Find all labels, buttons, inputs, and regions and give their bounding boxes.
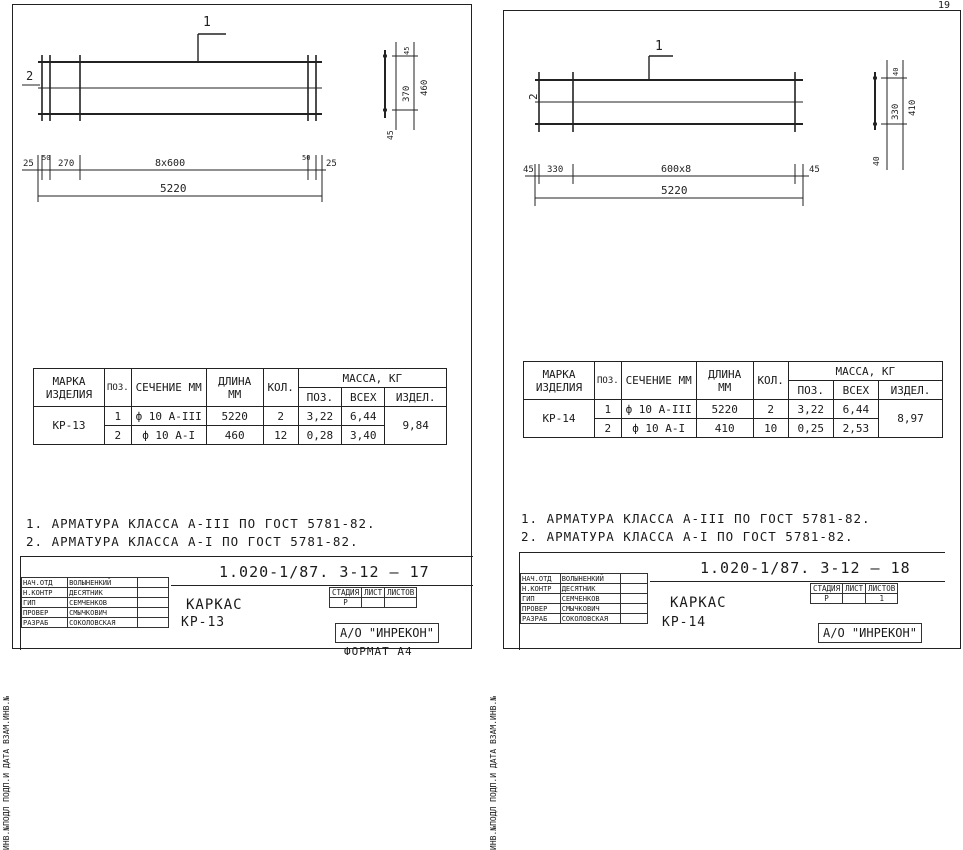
- svg-text:40: 40: [892, 67, 900, 76]
- title-block: [20, 556, 473, 650]
- total-length-label: 5220: [160, 182, 187, 195]
- drawing-title: КАРКАС: [186, 597, 243, 613]
- rebar-position-label: 2: [527, 93, 540, 100]
- side-stamp: ИНВ.№ПОДЛ ПОДП.И ДАТА ВЗАМ.ИНВ.№: [489, 695, 498, 850]
- product-mark: КР-13: [181, 615, 226, 630]
- svg-text:50: 50: [302, 154, 311, 162]
- organization-name: А/О "ИНРЕКОН": [335, 623, 439, 643]
- table-row: 2 ф 10 А-I 460 12 0,28 3,40: [34, 426, 447, 445]
- rebar-position-label: 2: [26, 69, 34, 83]
- svg-text:45: 45: [523, 165, 534, 175]
- signature-table: НАЧ.ОТД ВОЛЫНЕНКИЙ Н.КОНТР ДЕСЯТНИК ГИП СЕМЧЕНКОВ ПРОВЕР СМЫЧКОВИЧ РАЗРАБ СОКОЛОВСКАЯ: [520, 573, 648, 624]
- rebar-spec-table: МАРКА ИЗДЕЛИЯ ПОЗ. СЕЧЕНИЕ ММ ДЛИНА ММ КОЛ. МАССА, КГ ПОЗ. ВСЕХ ИЗДЕЛ. КР-14 1 ф 10 А-III 5220 2 3,22 6,44 8,97 2 ф 10 А-I 410 10 0,25 2,53: [523, 361, 943, 438]
- svg-text:460: 460: [420, 79, 430, 96]
- side-stamp: ИНВ.№ПОДЛ ПОДП.И ДАТА ВЗАМ.ИНВ.№: [2, 695, 11, 850]
- svg-text:50: 50: [42, 154, 51, 162]
- svg-text:370: 370: [402, 85, 412, 102]
- dimension-chain: [22, 154, 337, 202]
- section-marker: [198, 15, 226, 62]
- cage-elevation-drawing: [483, 0, 963, 360]
- svg-text:45: 45: [809, 165, 820, 175]
- organization-name: А/О "ИНРЕКОН": [818, 623, 922, 643]
- general-notes: 1. АРМАТУРА КЛАССА А-III ПО ГОСТ 5781-82. 2. АРМАТУРА КЛАССА А-I ПО ГОСТ 5781-82.: [26, 516, 376, 549]
- title-block: [519, 552, 945, 650]
- cross-section-view: [383, 42, 430, 140]
- format-label: ФОРМАТ А4: [344, 645, 413, 658]
- dimension-chain: [523, 164, 820, 206]
- drawing-sheet-kr13: [0, 0, 480, 850]
- section-marker: [649, 39, 673, 80]
- cage-elevation-drawing: [0, 0, 480, 360]
- svg-text:330: 330: [891, 103, 901, 120]
- svg-text:330: 330: [547, 165, 564, 175]
- svg-text:410: 410: [908, 99, 918, 116]
- svg-text:45: 45: [386, 130, 395, 140]
- drawing-sheet-kr14: [483, 0, 963, 850]
- table-row: КР-14 1 ф 10 А-III 5220 2 3,22 6,44 8,97: [524, 400, 943, 419]
- general-notes: 1. АРМАТУРА КЛАССА А-III ПО ГОСТ 5781-82. 2. АРМАТУРА КЛАССА А-I ПО ГОСТ 5781-82.: [521, 511, 871, 544]
- signature-table: НАЧ.ОТД ВОЛЫНЕНКИЙ Н.КОНТР ДЕСЯТНИК ГИП СЕМЧЕНКОВ ПРОВЕР СМЫЧКОВИЧ РАЗРАБ СОКОЛОВСКАЯ: [21, 577, 169, 628]
- table-row: 2 ф 10 А-I 410 10 0,25 2,53: [524, 419, 943, 438]
- svg-text:270: 270: [58, 159, 75, 169]
- section-mark-label: 1: [203, 15, 211, 30]
- rebar-spec-table: МАРКА ИЗДЕЛИЯ ПОЗ. СЕЧЕНИЕ ММ ДЛИНА ММ КОЛ. МАССА, КГ ПОЗ. ВСЕХ ИЗДЕЛ. КР-13 1 ф 10 А-III 5220 2 3,22 6,44 9,84 2 ф 10 А-I 460 12 0,28 3,40: [33, 368, 447, 445]
- svg-text:40: 40: [872, 156, 881, 166]
- document-number: 1.020-1/87. 3-12 – 18: [700, 559, 911, 577]
- svg-text:45: 45: [403, 46, 411, 55]
- svg-text:600x8: 600x8: [661, 164, 692, 175]
- drawing-title: КАРКАС: [670, 595, 727, 611]
- svg-text:25: 25: [23, 159, 34, 169]
- document-number: 1.020-1/87. 3-12 – 17: [219, 563, 430, 581]
- sheet-corner-number: 19: [938, 0, 951, 11]
- stage-table: СТАДИЯ ЛИСТ ЛИСТОВ Р: [329, 587, 417, 608]
- section-mark-label: 1: [655, 39, 663, 54]
- stage-table: СТАДИЯ ЛИСТ ЛИСТОВ Р 1: [810, 583, 898, 604]
- svg-text:8x600: 8x600: [155, 158, 186, 169]
- product-mark: КР-14: [662, 615, 707, 630]
- svg-text:25: 25: [326, 159, 337, 169]
- table-row: КР-13 1 ф 10 А-III 5220 2 3,22 6,44 9,84: [34, 407, 447, 426]
- cross-section-view: [872, 60, 918, 170]
- total-length-label: 5220: [661, 184, 688, 197]
